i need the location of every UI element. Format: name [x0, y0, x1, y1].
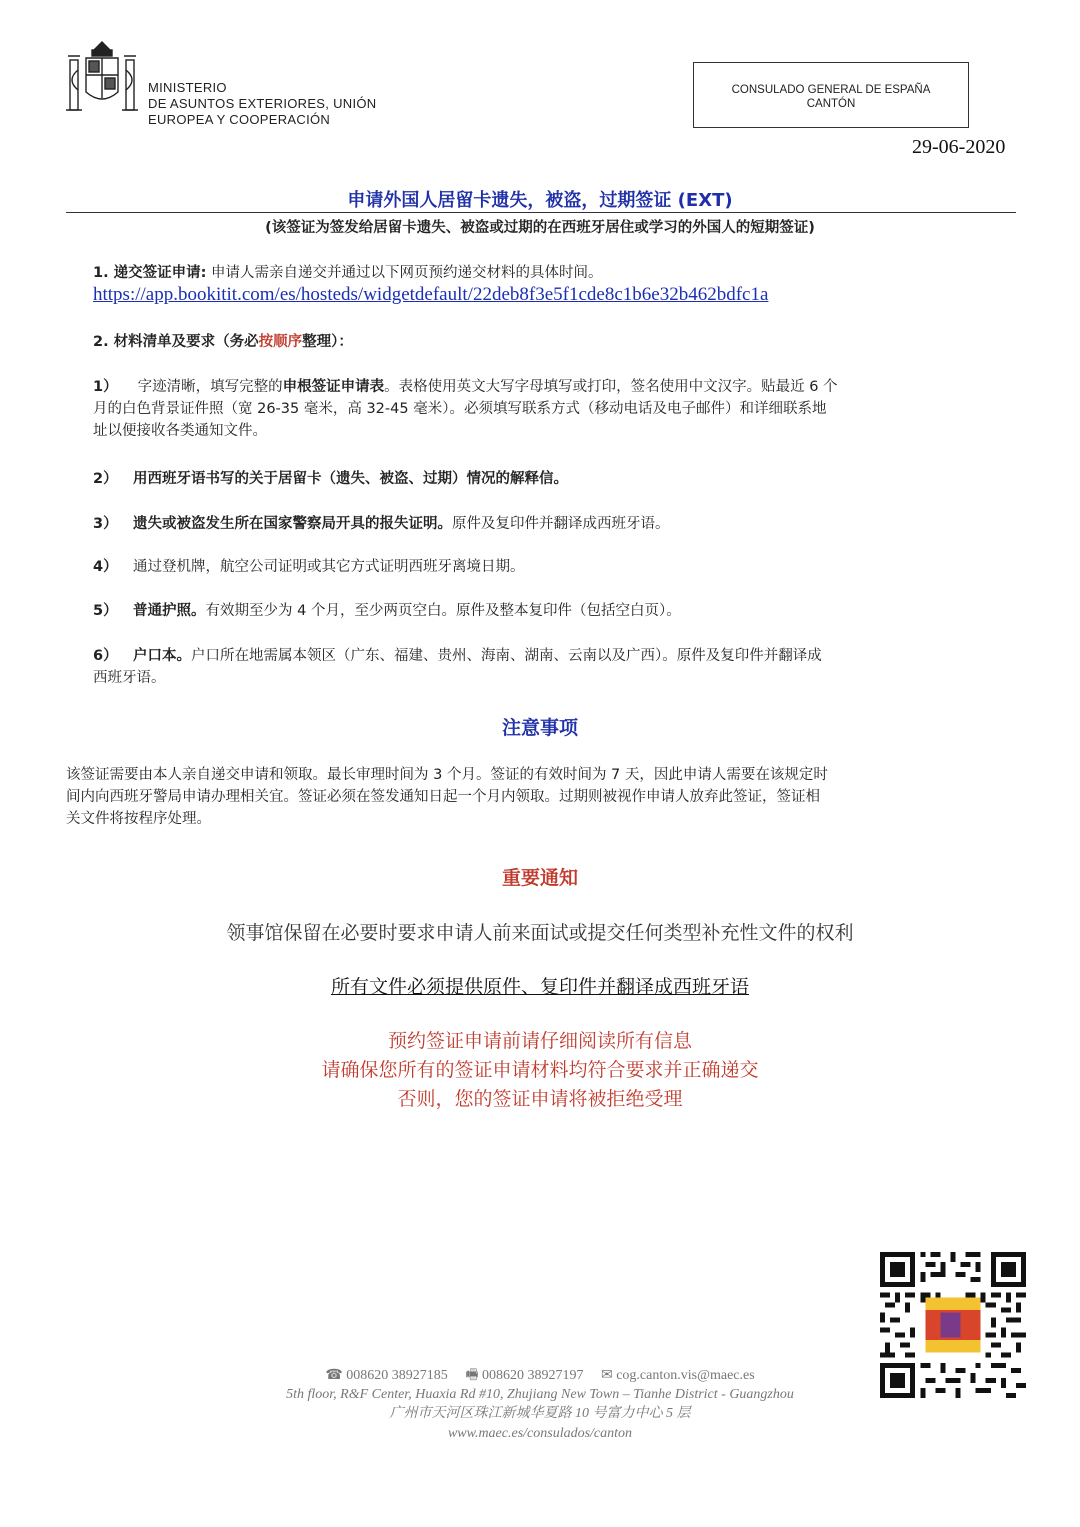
item-number: 2） [93, 471, 118, 487]
item-bold-text: 遗失或被盗发生所在国家警察局开具的报失证明。 [133, 516, 452, 532]
item-number: 1） [93, 379, 118, 395]
item-text: 址以便接收各类通知文件。 [93, 423, 267, 439]
footer-address-cn: 广州市天河区珠江新城华夏路 10 号富力中心 5 层 [389, 1406, 691, 1421]
ministry-name [148, 80, 376, 128]
item-text: 月的白色背景证件照（宽 26-35 毫米，高 32-45 毫米）。必须填写联系方式（移动电话及电子邮件）和详细联系地 [93, 401, 827, 417]
notice-body [66, 764, 1016, 830]
item-text: 字迹清晰，填写完整的 [133, 379, 283, 395]
title-divider [66, 212, 1016, 213]
footer-phone: 008620 38927185 [346, 1368, 448, 1383]
booking-link[interactable]: https://app.bookitit.com/es/hosteds/widgetdefault/22deb8f3e5f1cde8c1b6e32b462bdfc1a [93, 284, 769, 305]
notice-heading: 注意事项 [501, 717, 578, 739]
item-bold-text: 申根签证申请表 [282, 379, 385, 395]
list-item [93, 376, 1018, 442]
list-item [93, 513, 670, 535]
item-bold-text: 普通护照。 [133, 603, 206, 619]
item-number: 5） [93, 603, 118, 619]
coat-of-arms-logo [62, 40, 142, 132]
item-text: 原件及复印件并翻译成西班牙语。 [452, 516, 670, 532]
step-2-label-post: 整理）： [302, 334, 353, 350]
list-item [93, 645, 1018, 689]
notice-line: 该签证需要由本人亲自递交申请和领取。最长审理时间为 3 个月。签证的有效时间为 7 天，因此申请人需要在该规定时 [66, 767, 828, 783]
warning-line: 否则，您的签证申请将被拒绝受理 [397, 1088, 683, 1110]
page-title: 申请外国人居留卡遗失，被盗，过期签证 (EXT) [347, 190, 733, 211]
document-date: 29-06-2020 [912, 136, 1006, 158]
ministry-line-2: DE ASUNTOS EXTERIORES, UNIÓN [148, 96, 377, 111]
ministry-line-1: MINISTERIO [148, 80, 227, 95]
item-text: 西班牙语。 [93, 670, 166, 686]
email-icon: ✉ [600, 1368, 613, 1383]
important-line-2: 所有文件必须提供原件、复印件并翻译成西班牙语 [330, 976, 749, 998]
warning-block [0, 1027, 1080, 1114]
notice-line: 关文件将按程序处理。 [66, 811, 211, 827]
list-item [93, 468, 568, 490]
item-text: 通过登机牌，航空公司证明或其它方式证明西班牙离境日期。 [133, 559, 525, 575]
step-2-label-red: 按顺序 [258, 334, 303, 350]
list-item [93, 556, 525, 578]
footer-email[interactable]: cog.canton.vis@maec.es [616, 1368, 755, 1383]
phone-icon: ☎ [325, 1368, 343, 1383]
footer-website[interactable]: www.maec.es/consulados/canton [447, 1426, 633, 1441]
consulate-line-2: CANTÓN [806, 98, 856, 110]
important-line-2-wrap [0, 972, 1080, 999]
page-subtitle: (该签证为签发给居留卡遗失、被盗或过期的在西班牙居住或学习的外国人的短期签证) [265, 220, 815, 236]
item-number: 6） [93, 648, 118, 664]
footer-address-en: 5th floor, R&F Center, Huaxia Rd #10, Zhujiang New Town – Tianhe District - Guangzhou [286, 1387, 794, 1402]
item-text: 户口所在地需属本领区（广东、福建、贵州、海南、湖南、云南以及广西）。原件及复印件并翻译成 [191, 648, 822, 664]
important-line-1: 领事馆保留在必要时要求申请人前来面试或提交任何类型补充性文件的权利 [226, 922, 854, 944]
item-bold-text: 用西班牙语书写的关于居留卡（遗失、被盗、过期）情况的解释信。 [133, 471, 568, 487]
ministry-line-3: EUROPEA Y COOPERACIÓN [148, 112, 331, 127]
item-text: 有效期至少为 4 个月，至少两页空白。原件及整本复印件（包括空白页）。 [205, 603, 681, 619]
step-1 [93, 262, 603, 284]
step-1-text: 申请人需亲自递交并通过以下网页预约递交材料的具体时间。 [206, 265, 603, 281]
item-text: 。表格使用英文大写字母填写或打印，签名使用中文汉字。贴最近 6 个 [384, 379, 838, 395]
list-item [93, 600, 681, 622]
footer-contacts [0, 1366, 1080, 1385]
item-bold-text: 户口本。 [133, 648, 191, 664]
step-2-label-pre: 2. 材料清单及要求（务必 [93, 334, 259, 350]
fax-icon: 🖷 [465, 1368, 479, 1383]
footer-fax: 008620 38927197 [481, 1368, 584, 1383]
step-1-label: 1. 递交签证申请: [93, 265, 207, 281]
item-number: 3） [93, 516, 118, 532]
step-2-heading [93, 331, 353, 353]
item-number: 4） [93, 559, 118, 575]
warning-line: 请确保您所有的签证申请材料均符合要求并正确递交 [321, 1059, 759, 1081]
important-heading: 重要通知 [501, 867, 578, 889]
warning-line: 预约签证申请前请仔细阅读所有信息 [387, 1030, 692, 1052]
notice-line: 间内向西班牙警局申请办理相关宜。签证必须在签发通知日起一个月内领取。过期则被视作申请人放弃此签证，签证相 [66, 789, 820, 805]
consulate-line-1: CONSULADO GENERAL DE ESPAÑA [731, 84, 931, 96]
consulate-box [693, 62, 969, 128]
